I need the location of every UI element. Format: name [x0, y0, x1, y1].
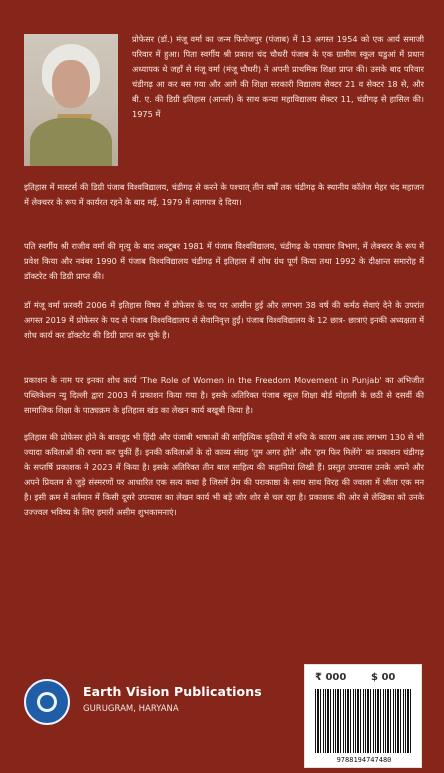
earth-vision-logo-icon [24, 679, 70, 725]
barcode-icon [315, 689, 413, 753]
publisher-city: GURUGRAM, HARYANA [83, 704, 179, 714]
biography-career-start: इतिहास में मास्टर्स की डिग्री पंजाब विश्वविद्यालय, चंडीगढ़ से करने के पश्चात् तीन वर्षों तक चंडीगढ़ के स्थानीय कॉलेज मेहर चंद महाजन में लेक्चरर के रूप में कार्यरत रहने के बाद मई, 1979 में त्यागपत्र दे दिया। [24, 182, 424, 207]
author-photo [24, 34, 118, 166]
author-photo-face [52, 60, 90, 108]
price-usd: $ 00 [371, 672, 396, 683]
biography-paragraph-2: पति स्वर्गीय श्री राजीव वर्मा की मृत्यु के बाद अक्टूबर 1981 में पंजाब विश्वविद्यालय, चंडीगढ़ के पत्राचार विभाग, में लेक्चरर के रूप में प्रवेश किया और नवंबर 1990 में पंजाब विश्वविद्यालय चंडीगढ़ में इतिहास में शोध ग्रंथ पूर्ण किया तथा 1992 के दीक्षान्त समारोह में डॉक्टरेट की डिग्री प्राप्त की। [24, 241, 424, 281]
publisher-name: Earth Vision Publications [83, 684, 262, 699]
author-photo-body [30, 118, 112, 166]
price-inr: ₹ 000 [315, 672, 347, 683]
biography-intro: प्रोफेसर (डॉ.) मंजू वर्मा का जन्म फिरोजपुर (पंजाब) में 13 अगस्त 1954 को एक आर्य समाजी परिवार में हुआ। पिता स्वर्गीय श्री प्रकाश चंद चौधरी पंजाब के एक ग्रामीण स्कूल घडुआं में प्रधान अध्यापक थे जहाँ से मंजू वर्मा (मंजू चौधरी) ने अपनी प्राथमिक शिक्षा प्राप्त की। उसके बाद परिवार चंडीगढ़ आ कर बस गया और आगे की शिक्षा सरकारी विद्यालय सेक्टर 21 व सेक्टर 18 से, और बी. ए. की डिग्री इतिहास (आनर्स) के साथ कन्या महाविद्यालय सेक्टर 11, चंडीगढ़ से हासिल की। 1975 में [132, 34, 424, 119]
biography-paragraph-5: इतिहास की प्रोफेसर होने के बावजूद भी हिंदी और पंजाबी भाषाओं की साहित्यिक कृतियों में रुचि के कारण अब तक लगभग 130 से भी ज्यादा कविताओं की रचना कर चुकीं हैं। इनकी कविताओं के दो काव्य संग्रह 'तुम अगर होते' और 'हम फिर मिलेंगे' का प्रकाशन चंडीगढ़ के सप्तर्षि प्रकाशक ने 2023 में किया है। इसके अतिरिक्त तीन बाल साहित्य की कहानियां लिखी हैं। प्रस्तुत उपन्यास उनके अपने और अपने प्रियतम से जुड़े संस्मरणों पर आधारित एक सत्य कथा है जिसमें प्रेम की पराकाष्ठा के साथ साथ विरह की ज्वाला में जीता एक मन है। इसी क्रम में वर्तमान में किसी दूसरे उपन्यास का लेखन कार्य भी बड़े जोर शोर से चल रहा है। प्रकाशक की ओर से लेखिका को उनके उज्ज्वल भविष्य के लिए हमारी असीम शुभकामनाएं। [24, 432, 424, 517]
barcode-box [304, 664, 422, 768]
isbn-number: 9788194747480 [336, 756, 392, 764]
biography-paragraph-3: डॉ मंजू वर्मा फ़रवरी 2006 में इतिहास विषय में प्रोफेसर के पद पर आसीन हुई और लगभग 38 वर्ष की कर्मठ सेवाएं देने के उपरांत अगस्त 2019 में प्रोफेसर के पद से पंजाब विश्वविद्यालय से सेवानिवृत्त हुईं। पंजाब विश्वविद्यालय के 12 छात्र- छात्राएं इनकी अध्यक्षता में शोध कार्य कर डॉक्टरेट की डिग्री प्राप्त कर चुके है। [24, 300, 424, 340]
biography-paragraph-4: प्रकाशन के नाम पर इनका शोध कार्य 'The Role of Women in the Freedom Movement in Punjab' का अभिजीत पब्लिकेशन न्यु दिल्ली द्वारा 2003 में प्रकाशन किया गया है। इसके अतिरिक्त पंजाब स्कूल शिक्षा बोर्ड मोहाली के छठी से दसवीं की सामाजिक शिक्षा के पाठ्यक्रम के इतिहास खंड का लेखन कार्य बखूबी किया है। [24, 375, 424, 415]
